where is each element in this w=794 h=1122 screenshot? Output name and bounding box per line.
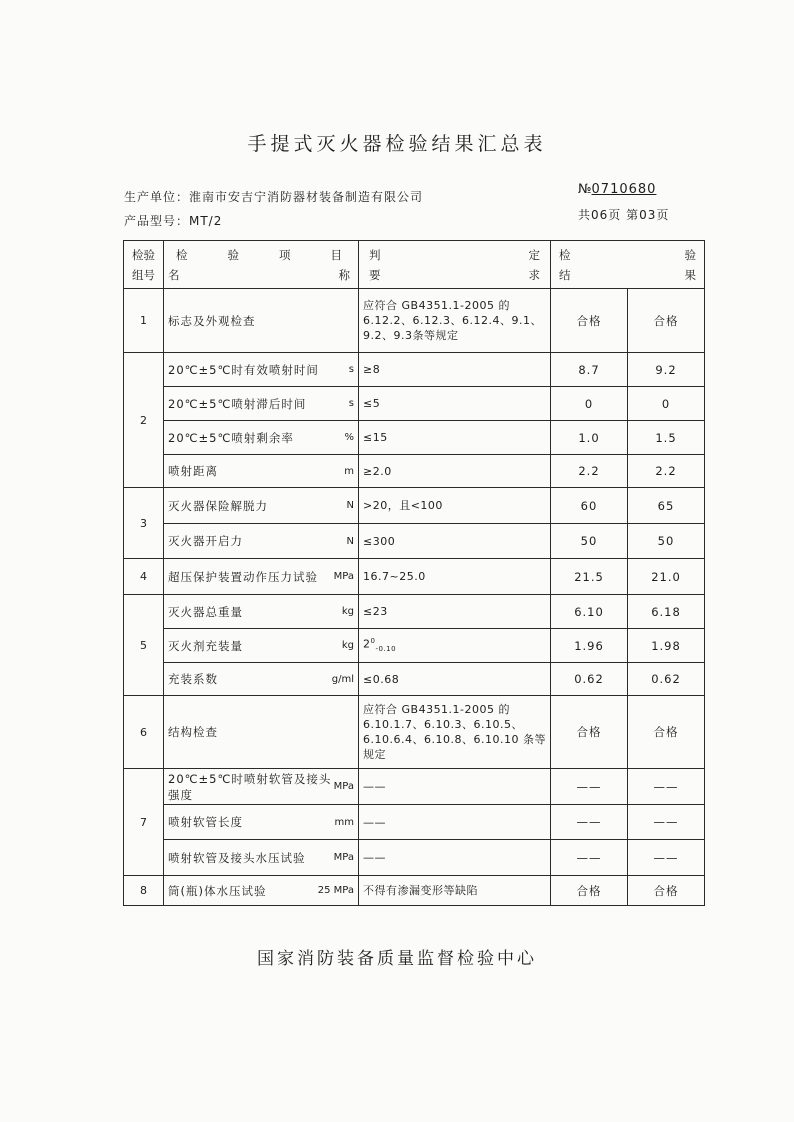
requirement-text: ≤23 (363, 605, 388, 618)
result1-cell: 50 (551, 524, 628, 559)
item-name: 20℃±5℃时有效喷射时间 (168, 362, 319, 377)
result2-cell: —— (628, 805, 705, 840)
document-title: 手提式灭火器检验结果汇总表 (247, 133, 547, 155)
item-cell (164, 696, 359, 769)
item-cell (164, 421, 359, 455)
requirement-cell (359, 696, 551, 769)
item-name: 喷射软管长度 (168, 815, 243, 829)
header-group (124, 241, 164, 289)
requirement-cell (359, 876, 551, 906)
item-name: 20℃±5℃喷射滞后时间 (168, 396, 307, 411)
group-number: 1 (124, 289, 164, 353)
model-line: 产品型号：MT/2 (124, 214, 223, 228)
table-row (124, 289, 705, 353)
item-content (168, 850, 354, 866)
table-row (124, 769, 705, 805)
requirement-text: 16.7~25.0 (363, 570, 426, 583)
group-number: 4 (124, 559, 164, 595)
requirement-text: ≤300 (363, 534, 396, 548)
result2-cell: 0 (628, 387, 705, 421)
result2-cell: 1.5 (628, 421, 705, 455)
hdr-req-c2: 定 (528, 247, 540, 262)
item-cell (164, 353, 359, 387)
item-content (168, 883, 354, 899)
requirement-cell (359, 488, 551, 524)
serial-prefix: № (578, 182, 592, 197)
result2-cell: 0.62 (628, 663, 705, 696)
requirement-text: 不得有渗漏变形等缺陷 (363, 884, 478, 897)
result2-cell: 9.2 (628, 353, 705, 387)
hdr-req-c3: 要 (369, 267, 381, 282)
hdr-res-c2: 验 (684, 247, 696, 262)
group-number: 6 (124, 696, 164, 769)
serial-number (578, 182, 656, 197)
item-cell (164, 559, 359, 595)
requirement-cell (359, 595, 551, 629)
producer-line: 生产单位：淮南市安吉宁消防器材装备制造有限公司 (124, 190, 424, 204)
results-table (123, 240, 705, 906)
result2-cell: 21.0 (628, 559, 705, 595)
requirement-cell (359, 524, 551, 559)
item-unit: kg (341, 606, 354, 617)
table-row (124, 559, 705, 595)
result2-cell: 65 (628, 488, 705, 524)
table-row (124, 805, 705, 840)
result1-cell: 0.62 (551, 663, 628, 696)
hdr-req-c4: 求 (528, 267, 540, 282)
item-unit: s (348, 364, 354, 375)
item-unit: g/ml (331, 673, 354, 685)
requirement-text: >20，且<100 (363, 499, 443, 512)
item-content (168, 498, 354, 514)
group-number: 5 (124, 595, 164, 696)
item-name: 充装系数 (168, 672, 218, 686)
result2-cell: —— (628, 840, 705, 876)
group-number: 2 (124, 353, 164, 488)
item-cell (164, 387, 359, 421)
requirement-cell (359, 559, 551, 595)
item-content (168, 430, 354, 446)
requirement-cell (359, 455, 551, 488)
item-content (168, 463, 354, 479)
header-group-bottom: 组号 (132, 267, 155, 282)
requirement-text: ≤15 (363, 431, 388, 444)
requirement-cell (359, 289, 551, 353)
result1-cell: —— (551, 805, 628, 840)
item-name: 结构检查 (168, 725, 218, 739)
item-unit: kg (341, 640, 354, 651)
requirement-cell (359, 353, 551, 387)
requirement-text: —— (363, 851, 386, 864)
result1-cell: —— (551, 840, 628, 876)
hdr-item-c5: 名 (168, 267, 180, 282)
table-row (124, 421, 705, 455)
result1-cell: —— (551, 769, 628, 805)
item-content (168, 313, 354, 329)
result2-cell: 50 (628, 524, 705, 559)
item-content (168, 671, 354, 687)
table-row (124, 595, 705, 629)
hdr-res-c3: 结 (559, 267, 571, 282)
result1-cell: 2.2 (551, 455, 628, 488)
item-unit: mm (334, 816, 354, 828)
hdr-res-c1: 检 (559, 247, 571, 262)
item-name: 20℃±5℃时喷射软管及接头强度 (168, 771, 332, 802)
result1-cell: 合格 (551, 696, 628, 769)
result1-cell: 6.10 (551, 595, 628, 629)
result2-cell: 1.98 (628, 629, 705, 663)
item-unit: m (344, 465, 354, 477)
table-row (124, 663, 705, 696)
result1-cell: 合格 (551, 289, 628, 353)
item-unit: N (346, 535, 354, 547)
table-row (124, 455, 705, 488)
header-requirement (359, 241, 551, 289)
item-name: 灭火器开启力 (168, 534, 243, 548)
result1-cell: 合格 (551, 876, 628, 906)
item-cell (164, 455, 359, 488)
table-row (124, 876, 705, 906)
table-row (124, 629, 705, 663)
item-content (168, 814, 354, 830)
result1-cell: 1.0 (551, 421, 628, 455)
requirement-cell (359, 387, 551, 421)
requirement-cell (359, 840, 551, 876)
result2-cell: 6.18 (628, 595, 705, 629)
requirement-text: ≥2.0 (363, 464, 392, 478)
requirement-cell (359, 805, 551, 840)
item-unit: N (346, 500, 354, 511)
item-unit: 25 MPa (317, 885, 354, 896)
result2-cell: 合格 (628, 289, 705, 353)
item-cell (164, 629, 359, 663)
item-name: 灭火器保险解脱力 (168, 498, 268, 513)
requirement-lower-tolerance: -0.10 (375, 644, 397, 653)
item-unit: MPa (333, 781, 354, 792)
hdr-item-c2: 验 (227, 247, 239, 262)
item-content (168, 362, 354, 378)
requirement-text: ≥8 (363, 363, 381, 376)
item-name: 20℃±5℃喷射剩余率 (168, 430, 294, 445)
item-cell (164, 524, 359, 559)
item-content (168, 569, 354, 585)
group-number: 3 (124, 488, 164, 559)
item-cell (164, 488, 359, 524)
requirement-text: —— (363, 815, 386, 829)
requirement-cell (359, 769, 551, 805)
result2-cell: 合格 (628, 696, 705, 769)
hdr-item-c1: 检 (176, 247, 188, 262)
requirement-upper-tolerance: 0 (370, 637, 376, 646)
item-content (168, 396, 354, 412)
item-cell (164, 876, 359, 906)
requirement-text: 2 (363, 637, 371, 651)
table-row (124, 524, 705, 559)
result1-cell: 1.96 (551, 629, 628, 663)
hdr-res-c4: 果 (684, 267, 696, 282)
table-header-row (124, 241, 705, 289)
item-cell (164, 769, 359, 805)
item-name: 筒(瓶)体水压试验 (168, 883, 267, 898)
result1-cell: 0 (551, 387, 628, 421)
requirement-cell (359, 421, 551, 455)
result1-cell: 21.5 (551, 559, 628, 595)
item-name: 灭火剂充装量 (168, 638, 243, 653)
item-content (168, 604, 354, 620)
item-cell (164, 289, 359, 353)
table-row (124, 387, 705, 421)
table-row (124, 696, 705, 769)
requirement-text: 应符合 GB4351.1-2005 的 6.12.2、6.12.3、6.12.4、9.1、9.2、9.3条等规定 (363, 299, 542, 342)
result2-cell: —— (628, 769, 705, 805)
page-info: 共06页 第03页 (578, 208, 670, 222)
requirement-text: —— (363, 780, 386, 793)
item-content (168, 771, 354, 803)
hdr-item-c3: 项 (279, 247, 291, 262)
item-unit: % (344, 432, 354, 443)
hdr-item-c4: 目 (330, 247, 342, 262)
header-item (164, 241, 359, 289)
serial-value: 0710680 (591, 182, 657, 197)
requirement-cell (359, 663, 551, 696)
header-group-top: 检验 (132, 247, 155, 262)
requirement-text: 应符合 GB4351.1-2005 的 6.10.1.7、6.10.3、6.10.5、6.10.6.4、6.10.8、6.10.10 条等规定 (363, 703, 546, 761)
item-cell (164, 595, 359, 629)
requirement-text: ≤5 (363, 397, 381, 410)
hdr-req-c1: 判 (369, 247, 381, 262)
item-cell (164, 840, 359, 876)
item-name: 灭火器总重量 (168, 604, 243, 619)
item-cell (164, 663, 359, 696)
result1-cell: 8.7 (551, 353, 628, 387)
table-row (124, 353, 705, 387)
table-row (124, 488, 705, 524)
issuer-footer: 国家消防装备质量监督检验中心 (257, 949, 537, 969)
result1-cell: 60 (551, 488, 628, 524)
item-name: 喷射软管及接头水压试验 (168, 850, 306, 865)
result2-cell: 合格 (628, 876, 705, 906)
item-name: 超压保护装置动作压力试验 (168, 569, 318, 584)
item-unit: MPa (333, 852, 354, 863)
requirement-text: ≤0.68 (363, 672, 400, 686)
item-content (168, 724, 354, 740)
item-content (168, 638, 354, 654)
requirement-cell (359, 629, 551, 663)
result2-cell: 2.2 (628, 455, 705, 488)
header-result (551, 241, 705, 289)
item-cell (164, 805, 359, 840)
table-row (124, 840, 705, 876)
group-number: 7 (124, 769, 164, 876)
item-name: 标志及外观检查 (168, 313, 256, 328)
item-unit: MPa (333, 571, 354, 582)
item-content (168, 533, 354, 549)
item-unit: s (348, 398, 354, 409)
hdr-item-c6: 称 (338, 267, 350, 282)
item-name: 喷射距离 (168, 464, 218, 478)
group-number: 8 (124, 876, 164, 906)
